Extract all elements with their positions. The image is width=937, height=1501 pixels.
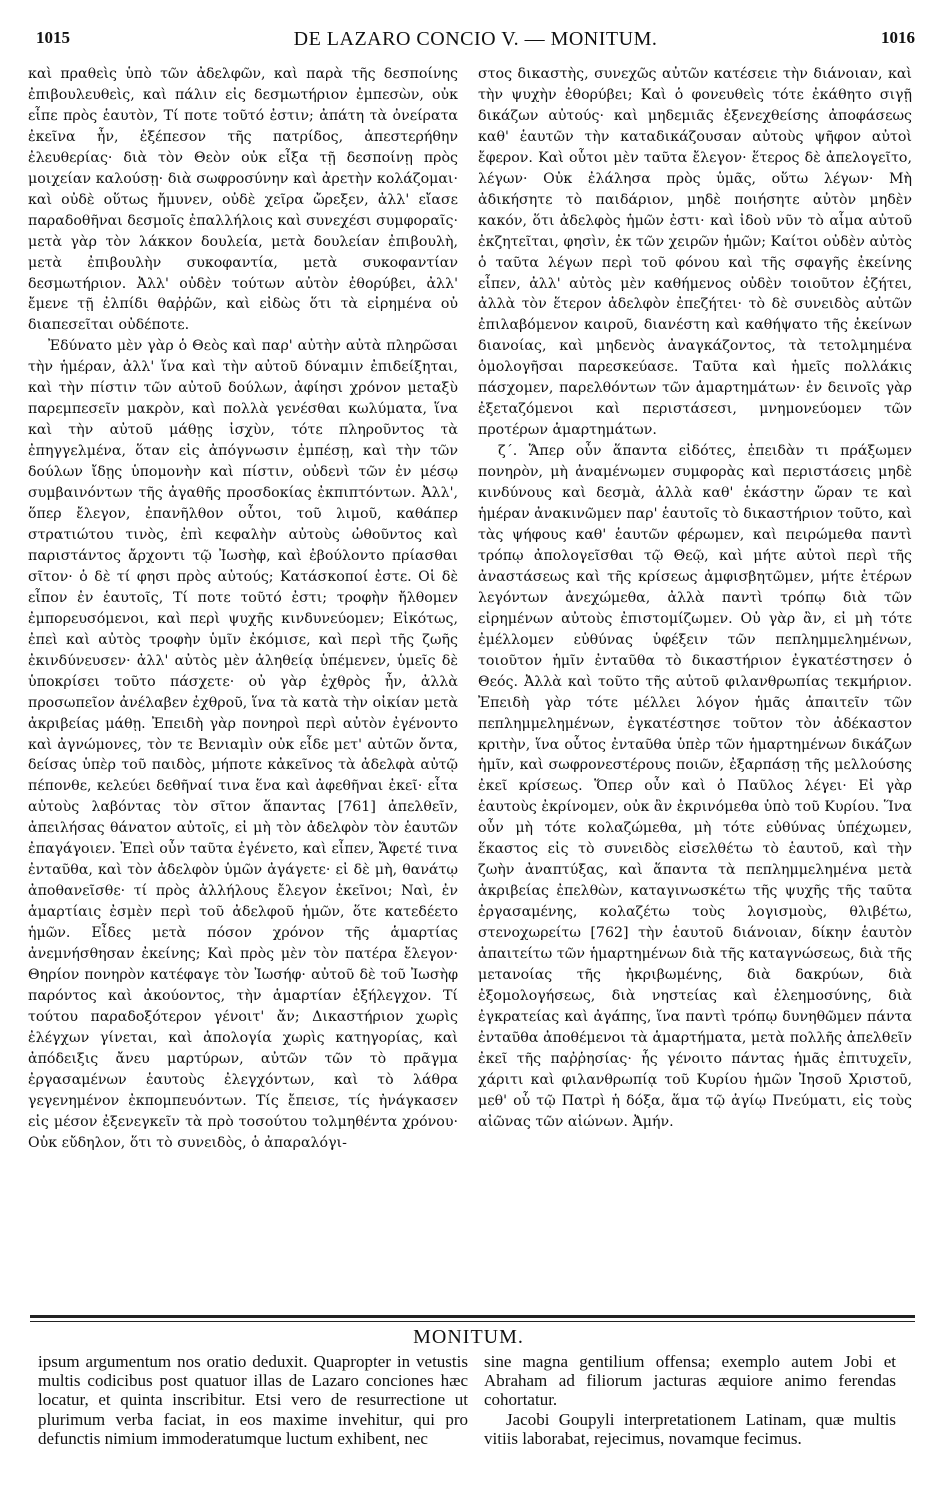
monitum-paragraph: ipsum argumentum nos oratio deduxit. Quapropter in vetustis multis codicibus post quatuor illas de Lazaro conciones hæc locatur, et quinta inscribitur. Etsi vero de resurrectione ut plurimum verba faciat, in eos maxime invehitur, qui pro defunctis nimium immoderatumque luctum exhibent, nec [38, 1352, 468, 1448]
section-divider-thick [30, 1315, 915, 1318]
monitum-paragraph: Jacobi Goupyli interpretationem Latinam, quæ multis vitiis laborabat, rejecimus, novamque fecimus. [484, 1409, 896, 1448]
greek-paragraph: ζ΄. Ἅπερ οὖν ἅπαντα εἰδότες, ἐπειδὰν τι πράξωμεν πονηρὸν, μὴ ἀναμένωμεν συμφορὰς καὶ περιστάσεις μηδὲ κινδύνους καὶ δεσμὰ, ἀλλὰ καθ' ἑκάστην ὥραν τε καὶ ἡμέραν ἀνακινῶμεν παρ' ἑαυτοῖς τὸ δικαστήριον τοῦτο, καὶ τὰς ψήφους καθ' ἑαυτῶν φέρωμεν, καὶ πειρώμεθα παντὶ τρόπῳ ἀπολογεῖσθαι τῷ Θεῷ, καὶ μήτε αὐτοὶ περὶ τῆς ἀναστάσεως καὶ τῆς κρίσεως ἀμφισβητῶμεν, μήτε ἑτέρων λεγόντων ἀνεχώμεθα, ἀλλὰ παντὶ τρόπῳ διὰ τῶν εἰρημένων αὐτοὺς ἐπιστομίζωμεν. Οὐ γὰρ ἂν, εἰ μὴ τότε ἐμέλλομεν εὐθύνας ὑφέξειν τῶν πεπλημμελημένων, τοιοῦτον ἡμῖν ἐνταῦθα τὸ δικαστήριον ἐγκατέστησεν ὁ Θεός. Ἀλλὰ καὶ τοῦτο τῆς αὐτοῦ φιλανθρωπίας τεκμήριον. Ἐπειδὴ γὰρ τότε μέλλει λόγον ἡμᾶς ἀπαιτεῖν τῶν πεπλημμελημένων, ἐγκατέστησε τοῦτον τὸν ἀδέκαστον κριτὴν, ἵνα οὗτος ἐνταῦθα ὑπὲρ τῶν ἡμαρτημένων δικάζων ἡμῖν, καὶ σωφρονεστέρους ποιῶν, ἐξαρπάσῃ τῆς μελλούσης ἐκεῖ κρίσεως. Ὅπερ οὖν καὶ ὁ Παῦλος λέγει· Εἰ γὰρ ἑαυτοὺς ἐκρίνομεν, οὐκ ἂν ἐκρινόμεθα ὑπὸ τοῦ Κυρίου. Ἵνα οὖν μὴ τότε κολαζώμεθα, μὴ τότε εὐθύνας ὑπέχωμεν, ἕκαστος εἰς τὸ συνειδὸς εἰσελθέτω τὸ ἑαυτοῦ, καὶ τὴν ζωὴν ἀναπτύξας, καὶ ἅπαντα τὰ πεπλημμελημένα μετὰ ἀκριβείας ἐπελθὼν, καταγινωσκέτω τῆς ψυχῆς τῆς ταῦτα ἐργασαμένης, κολαζέτω τοὺς λογισμοὺς, θλιβέτω, στενοχωρείτω [762] τὴν ἑαυτοῦ διάνοιαν, δίκην ἑαυτὸν ἀπαιτείτω τῶν ἡμαρτημένων διὰ τῆς καταγνώσεως, διὰ τῆς μετανοίας τῆς ἠκριβωμένης, διὰ δακρύων, διὰ ἐξομολογήσεως, διὰ νηστείας καὶ ἐλεημοσύνης, διὰ ἐγκρατείας καὶ ἀγάπης, ἵνα παντὶ τρόπῳ δυνηθῶμεν πάντα ἐνταῦθα ἀποθέμενοι τὰ ἁμαρτήματα, μετὰ πολλῆς ἀπελθεῖν ἐκεῖ τῆς παῤῥησίας· ἧς γένοιτο πάντας ἡμᾶς ἐπιτυχεῖν, χάριτι καὶ φιλανθρωπίᾳ τοῦ Κυρίου ἡμῶν Ἰησοῦ Χριστοῦ, μεθ' οὗ τῷ Πατρὶ ἡ δόξα, ἅμα τῷ ἁγίῳ Πνεύματι, εἰς τοὺς αἰῶνας τῶν αἰώνων. Ἀμήν. [478, 443, 912, 1130]
monitum-heading: MONITUM. [413, 1326, 524, 1348]
right-page-number: 1016 [881, 28, 915, 47]
running-title: DE LAZARO CONCIO V. — MONITUM. [293, 28, 658, 50]
monitum-paragraph: sine magna gentilium offensa; exemplo autem Jobi et Abraham ad filiorum jacturas æquiore animo ferendas cohortatur. [484, 1352, 896, 1410]
left-page-number: 1015 [36, 28, 70, 47]
monitum-column-right [484, 1352, 896, 1448]
section-divider-thin [30, 1321, 915, 1322]
greek-paragraph: καὶ πραθεὶς ὑπὸ τῶν ἀδελφῶν, καὶ παρὰ τῆς δεσποίνης ἐπιβουλευθεὶς, καὶ πάλιν εἰς δεσμωτήριον ἐμπεσὼν, οὐκ εἶπε πρὸς ἑαυτὸν, Τί ποτε τοῦτό ἐστιν; ἀπάτη τὰ ὀνείρατα ἐκεῖνα ἦν, ἐξέπεσον τῆς πατρίδος, ἀπεστερήθην ἐλευθερίας· διὰ τὸν Θεὸν οὐκ εἶξα τῇ δεσποίνῃ πρὸς μοιχείαν καλούσῃ· διὰ σωφροσύνην καὶ ἀρετὴν κολάζομαι· καὶ οὐδὲ οὕτως ἤμυνεν, οὐδὲ χεῖρα ὤρεξεν, ἀλλ' εἴασε παραδοθῆναι δεσμοῖς ἐπαλλήλοις καὶ συνεχέσι συμφοραῖς· μετὰ γὰρ τὸν λάκκον δουλεία, μετὰ δουλείαν ἐπιβουλὴ, μετὰ ἐπιβουλὴν συκοφαντία, μετὰ συκοφαντίαν δεσμωτήριον. Ἀλλ' οὐδὲν τούτων αὐτὸν ἐθορύβει, ἀλλ' ἔμενε τῇ ἐλπίδι θαῤῥῶν, καὶ εἰδὼς ὅτι τὰ εἰρημένα οὐ διαπεσεῖται οὐδέποτε. [28, 66, 458, 334]
greek-paragraph: στος δικαστὴς, συνεχῶς αὐτῶν κατέσειε τὴν διάνοιαν, καὶ τὴν ψυχὴν ἐθορύβει; Καὶ ὁ φονευθεὶς τότε ἐκάθητο σιγῇ δικάζων αὐτούς· καὶ μηδεμιᾶς ἐξενεχθείσης ἀποφάσεως καθ' ἑαυτῶν τὴν καταδικάζουσαν αὐτοὺς ψῆφον αὐτοὶ ἔφερον. Καὶ οὗτοι μὲν ταῦτα ἔλεγον· ἕτερος δὲ ἀπελογεῖτο, λέγων· Οὐκ ἐλάλησα πρὸς ὑμᾶς, οὕτω λέγων· Μὴ ἀδικήσητε τὸ παιδάριον, μηδὲ ποιήσητε αὐτὸν μηδὲν κακόν, ὅτι ἀδελφὸς ἡμῶν ἐστι· καὶ ἰδοὺ νῦν τὸ αἷμα αὐτοῦ ἐκζητεῖται, φησὶν, ἐκ τῶν χειρῶν ἡμῶν; Καίτοι οὐδὲν αὐτὸς ὁ ταῦτα λέγων περὶ τοῦ φόνου καὶ τῆς σφαγῆς ἐκείνης εἶπεν, ἀλλ' αὐτὸς μὲν καθήμενος οὐδὲν τοιοῦτον ἐζήτει, ἀλλὰ τὸν ἕτερον ἀδελφὸν ἐπεζήτει· τὸ δὲ συνειδὸς αὐτῶν ἐπιλαβόμενον καιροῦ, διανέστη καὶ καθήψατο τῆς ἐκείνων διανοίας, καὶ μηδενὸς ἀναγκάζοντος, τὰ τετολμημένα ὁμολογῆσαι παρεσκεύασε. Ταῦτα καὶ ἡμεῖς πολλάκις πάσχομεν, παρελθόντων τῶν ἁμαρτημάτων· ἐν δεινοῖς γὰρ ἐξεταζόμενοι καὶ περιστάσεσι, μνημονεύομεν τῶν προτέρων ἁμαρτημάτων. [478, 66, 912, 439]
greek-column-left [28, 64, 458, 1154]
running-header [36, 28, 915, 60]
greek-column-right [478, 64, 912, 1133]
monitum-column-left [38, 1352, 468, 1448]
greek-paragraph: Ἐδύνατο μὲν γὰρ ὁ Θεὸς καὶ παρ' αὐτὴν αὐτὰ πληρῶσαι τὴν ἡμέραν, ἀλλ' ἵνα καὶ τὴν αὐτοῦ δύναμιν ἐπιδείξηται, καὶ τὴν πίστιν τῶν αὐτοῦ δούλων, ἀφίησι χρόνον μεταξὺ παρεμπεσεῖν μακρὸν, καὶ πολλὰ γενέσθαι κωλύματα, ἵνα καὶ τὴν αὐτοῦ μάθῃς ἰσχὺν, τότε πληροῦντος τὰ ἐπηγγελμένα, ὅταν εἰς ἀπόγνωσιν ἐμπέσῃ, καὶ τὴν τῶν δούλων ἴδῃς ὑπομονὴν καὶ πίστιν, οὐδενὶ τῶν ἐν μέσῳ συμβαινόντων τῆς ἀγαθῆς προσδοκίας ἐκπιπτόντων. Ἀλλ', ὅπερ ἔλεγον, ἐπανῆλθον οὗτοι, τοῦ λιμοῦ, καθάπερ στρατιώτου τινὸς, ἐπὶ κεφαλὴν αὐτοὺς ὠθοῦντος καὶ παριστάντος ἄρχοντι τῷ Ἰωσὴφ, καὶ ἐβούλοντο πρίασθαι σῖτον· ὁ δὲ τί φησι πρὸς αὐτούς; Κατάσκοποί ἐστε. Οἱ δὲ εἶπον ἐν ἑαυτοῖς, Τί ποτε τοῦτό ἐστι; τροφὴν ἤλθομεν ἐμπορευσόμενοι, καὶ περὶ ψυχῆς κινδυνεύομεν; Εἰκότως, ἐπεὶ καὶ αὐτὸς τροφὴν ὑμῖν ἐκόμισε, καὶ περὶ τῆς ζωῆς ἐκινδύνευσεν· ἀλλ' αὐτὸς μὲν ἀληθείᾳ ὑπέμενεν, ὑμεῖς δὲ ὑποκρίσει τοῦτο πάσχετε· οὐ γὰρ ἐχθρὸς ἦν, ἀλλὰ προσωπεῖον ἀνέλαβεν ἐχθροῦ, ἵνα τὰ κατὰ τὴν οἰκίαν μετὰ ἀκριβείας μάθῃ. Ἐπειδὴ γὰρ πονηροὶ περὶ αὐτὸν ἐγένοντο καὶ ἀγνώμονες, τὸν τε Βενιαμὶν οὐκ εἶδε μετ' αὐτῶν ὄντα, δείσας ὑπὲρ τοῦ παιδὸς, μήποτε κἀκεῖνος τὰ ἀδελφὰ αὐτῷ πέπονθε, κελεύει δεθῆναί τινα ἕνα καὶ ἀφεθῆναι ἐκεῖ· εἶτα αὐτοὺς λαβόντας τὸν σῖτον ἅπαντας [761] ἀπελθεῖν, ἀπειλήσας θάνατον αὐτοῖς, εἰ μὴ τὸν ἀδελφὸν τὸν ἑαυτῶν ἐπαγάγοιεν. Ἐπεὶ οὖν ταῦτα ἐγένετο, καὶ εἶπεν, Ἄφετέ τινα ἐνταῦθα, καὶ τὸν ἀδελφὸν ὑμῶν ἀγάγετε· εἰ δὲ μὴ, θανάτῳ ἀποθανεῖσθε· τί πρὸς ἀλλήλους ἔλεγον ἐκεῖνοι; Ναὶ, ἐν ἁμαρτίαις ἐσμὲν περὶ τοῦ ἀδελφοῦ ἡμῶν, ὅτε κατεδέετο ἡμῶν. Εἶδες μετὰ πόσον χρόνον τῆς ἁμαρτίας ἀνεμνήσθησαν ἐκείνης; Καὶ πρὸς μὲν τὸν πατέρα ἔλεγον· Θηρίον πονηρὸν κατέφαγε τὸν Ἰωσήφ· αὐτοῦ δὲ τοῦ Ἰωσὴφ παρόντος καὶ ἀκούοντος, τὴν ἁμαρτίαν ἐξήλεγχον. Τί τούτου παραδοξότερον γένοιτ' ἄν; Δικαστήριον χωρὶς ἐλέγχων γίνεται, καὶ ἀπολογία χωρὶς κατηγορίας, καὶ ἀπόδειξις ἄνευ μαρτύρων, αὐτῶν τῶν τὸ πρᾶγμα ἐργασαμένων ἑαυτοὺς ἐλεγχόντων, καὶ τὸ λάθρα γεγενημένον ἐκπομπευόντων. Τίς ἔπεισε, τίς ἠνάγκασεν εἰς μέσον ἐξενεγκεῖν τὰ πρὸ τοσούτου τολμηθέντα χρόνου· Οὐκ εὔδηλον, ὅτι τὸ συνειδὸς, ὁ ἀπαραλόγι- [28, 338, 458, 1151]
